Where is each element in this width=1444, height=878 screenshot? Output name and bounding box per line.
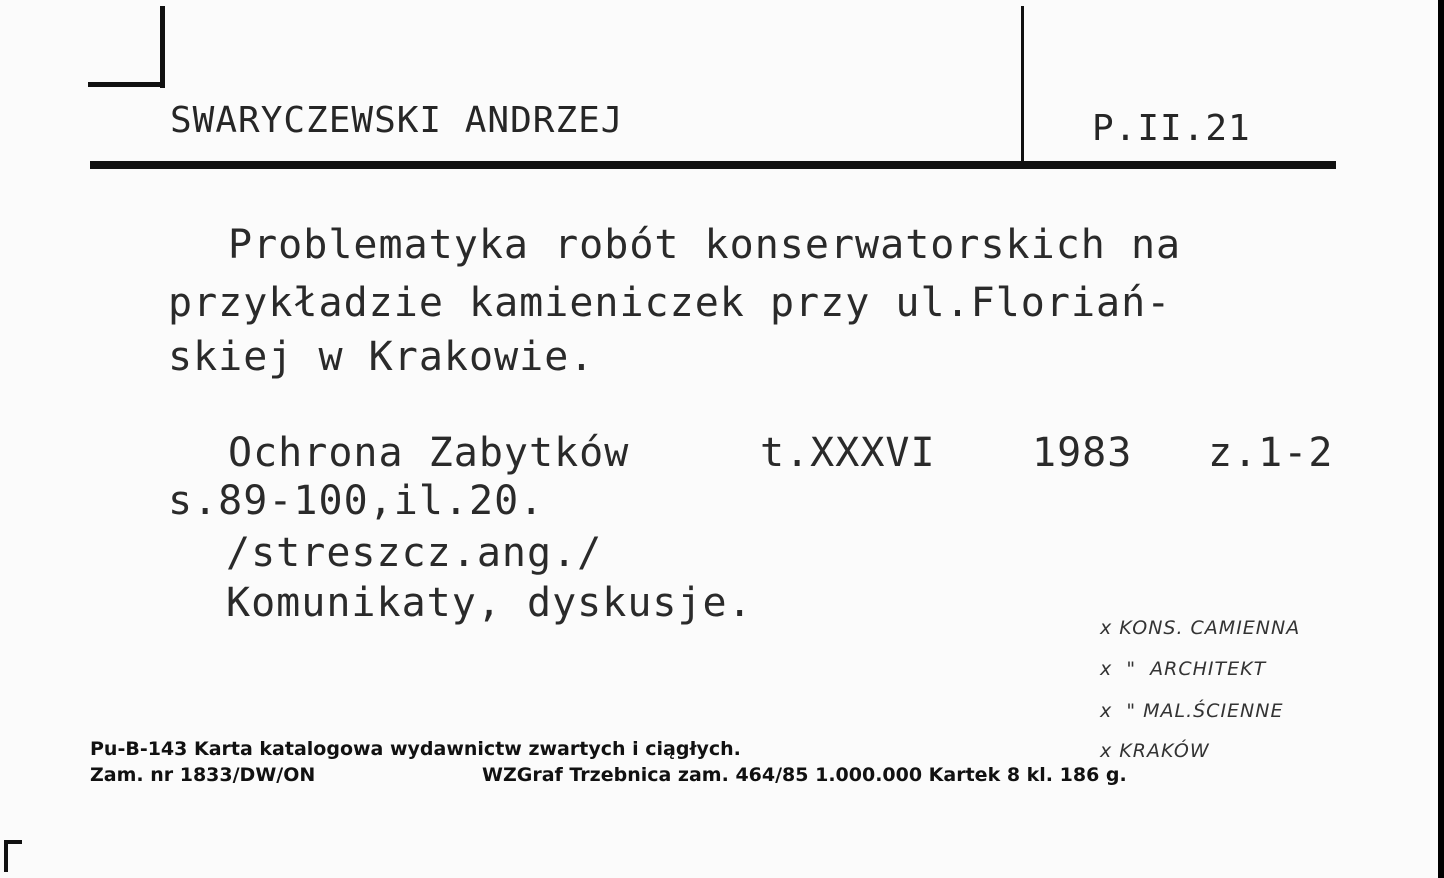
printer-info: WZGraf Trzebnica zam. 464/85 1.000.000 Kartek 8 kl. 186 g.	[482, 764, 1127, 786]
subject-note-2: x " ARCHITEKT	[1100, 658, 1267, 680]
subject-note-4: x KRAKÓW	[1100, 740, 1210, 762]
card-right-edge	[1438, 0, 1444, 878]
title-line-2: przykładzie kamieniczek przy ul.Floriań-	[168, 280, 1172, 326]
left-edge-mark-stem	[4, 840, 8, 872]
journal-volume: t.XXXVI	[760, 430, 936, 476]
title-line-3: skiej w Krakowie.	[168, 334, 595, 380]
page-range: s.89-100,il.20.	[168, 478, 545, 524]
subject-note-1: x KONS. CAMIENNA	[1100, 617, 1301, 639]
header-divider	[1021, 6, 1024, 164]
corner-mark-horizontal	[88, 82, 165, 87]
journal-issue: z.1-2	[1208, 430, 1334, 476]
form-identifier: Pu-B-143 Karta katalogowa wydawnictw zwartych i ciągłych.	[90, 738, 741, 760]
author-heading: SWARYCZEWSKI ANDRZEJ	[170, 100, 624, 141]
shelfmark: P.II.21	[1092, 108, 1251, 149]
title-line-1: Problematyka robót konserwatorskich na	[228, 222, 1182, 268]
journal-year: 1983	[1032, 430, 1133, 476]
section-note: Komunikaty, dyskusje.	[226, 580, 753, 626]
subject-note-3: x " MAL.ŚCIENNE	[1100, 700, 1284, 722]
order-number: Zam. nr 1833/DW/ON	[90, 764, 316, 786]
journal-title: Ochrona Zabytków	[228, 430, 630, 476]
corner-mark-vertical	[160, 6, 165, 88]
header-rule	[90, 161, 1336, 169]
summary-note: /streszcz.ang./	[226, 530, 603, 576]
